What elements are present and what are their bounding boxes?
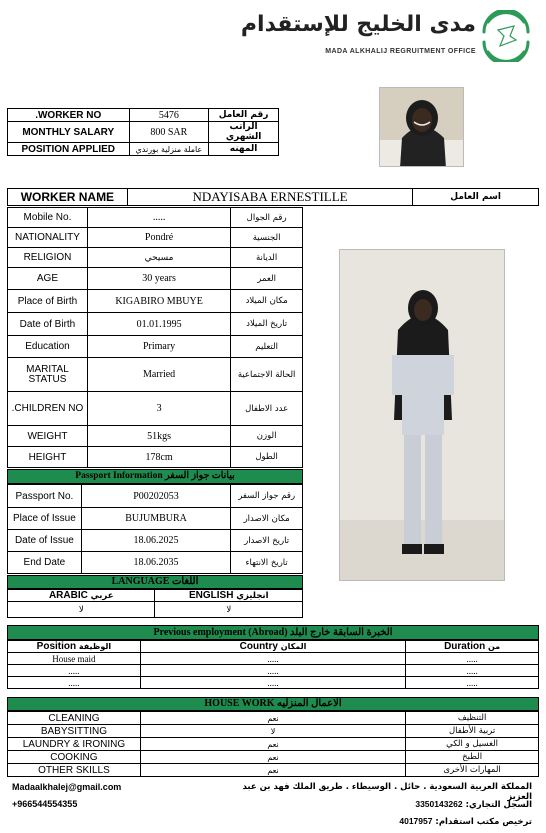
detail-row [8,268,303,290]
logo-arabic-text: مدى الخليج للإستقدام [240,12,476,37]
age-value: 30 years [87,268,230,290]
footer-license [332,816,532,827]
mobile-label: Mobile No. [8,208,88,228]
children-no-label: .CHILDREN NO [8,392,88,426]
table-row [8,751,539,764]
place-of-issue-label: Place of Issue [8,508,82,530]
employment-country: ..... [140,677,405,689]
marital-status-value: Married [87,358,230,392]
country-column-header [140,641,405,653]
employment-country: ..... [140,665,405,677]
duration-header-ar: من [487,642,501,651]
place-of-birth-label-ar: مكان الميلاد [231,290,303,313]
detail-row [8,248,303,268]
skill-label: COOKING [8,751,141,764]
position-applied-value: عاملة منزلية بورندي [129,143,209,156]
footer-email[interactable]: Madaalkhalej@gmail.com [12,782,122,792]
nationality-value: Pondré [87,228,230,248]
skill-value: نعم [140,712,405,725]
skill-value: نعم [140,738,405,751]
footer-phone: +966544554355 [12,799,78,809]
language-section-header: LANGUAGE اللغات [7,575,303,589]
passport-info-table [7,484,303,574]
monthly-salary-row [8,122,279,143]
place-of-issue-label-ar: مكان الاصدار [231,508,303,530]
skill-value: لا [140,725,405,738]
language-value-row [8,602,303,618]
position-header: Position [36,641,77,652]
duration-column-header [406,641,539,653]
age-label-ar: العمر [231,268,303,290]
table-row [8,677,539,689]
marital-status-label: MARITAL STATUS [8,358,88,392]
worker-portrait-photo [379,87,464,167]
passport-row [8,530,303,552]
personal-details-table [7,207,303,468]
worker-name-label: WORKER NAME [8,189,128,206]
arabic-language-header [8,590,155,602]
age-label: AGE [8,268,88,290]
education-value: Primary [87,336,230,358]
passport-row [8,508,303,530]
monthly-salary-label: MONTHLY SALARY [8,122,130,143]
employment-duration: ..... [406,653,539,665]
weight-value: 51kgs [87,426,230,447]
children-no-value: 3 [87,392,230,426]
place-of-birth-value: KIGABIRO MBUYE [87,290,230,313]
religion-label: RELIGION [8,248,88,268]
header [0,0,546,80]
worker-name-value: NDAYISABA ERNESTILLE [127,189,412,206]
worker-no-value: 5476 [129,109,209,122]
arabic-value: لا [8,602,155,618]
previous-employment-header-row [8,641,539,653]
detail-row [8,447,303,468]
passport-section-header: Passport Information بيانات جواز السفر [7,469,303,484]
english-label: ENGLISH [189,590,234,601]
worker-no-row [8,109,279,122]
license-label: ترخيص مكتب استقدام: [435,817,532,827]
cr-number: 3350143262 [415,799,463,809]
mobile-value: ..... [87,208,230,228]
english-label-ar: انجليزي [236,591,269,601]
language-header-row [8,590,303,602]
place-of-birth-label: Place of Birth [8,290,88,313]
skill-label: BABYSITTING [8,725,141,738]
country-header: Country [239,641,278,652]
skill-value: نعم [140,764,405,777]
table-row [8,712,539,725]
religion-label-ar: الديانة [231,248,303,268]
language-table [7,589,303,618]
children-no-label-ar: عدد الاطفال [231,392,303,426]
table-row [8,653,539,665]
nationality-label-ar: الجنسية [231,228,303,248]
skill-label-ar: التنظيف [406,712,539,725]
license-number: 4017957 [399,816,433,826]
footer-address: المملكة العربية السعودية . حائل . الوسيطاء . طريق الملك فهد بن عبد العزيز [242,782,532,802]
english-value: لا [155,602,303,618]
skill-label-ar: الطبخ [406,751,539,764]
position-applied-label-ar: المهنه [209,143,279,156]
previous-employment-section-header: Previous employment (Abroad) الخبرة السابقة خارج البلد [7,625,539,640]
english-language-header [155,590,303,602]
detail-row [8,228,303,248]
worker-name-label-ar: اسم العامل [413,189,539,206]
table-row [8,665,539,677]
weight-label: WEIGHT [8,426,88,447]
date-of-birth-value: 01.01.1995 [87,313,230,336]
logo-english-text: MADA ALKHALIJ REGRUITMENT OFFICE [325,48,476,55]
detail-row [8,313,303,336]
passport-no-label: Passport No. [8,485,82,508]
monthly-salary-label-ar: الراتب الشهري [209,122,279,143]
education-label-ar: التعليم [231,336,303,358]
end-date-value: 18.06.2035 [81,552,230,574]
employment-duration: ..... [406,665,539,677]
table-row [8,764,539,777]
marital-status-label-ar: الحالة الاجتماعية [231,358,303,392]
nationality-label: NATIONALITY [8,228,88,248]
position-column-header [8,641,141,653]
mobile-label-ar: رقم الجوال [231,208,303,228]
detail-row [8,358,303,392]
employment-position: ..... [8,665,141,677]
detail-row [8,392,303,426]
worker-no-label: .WORKER NO [8,109,130,122]
employment-duration: ..... [406,677,539,689]
skill-label-ar: المهارات الأخرى [406,764,539,777]
skill-label: LAUNDRY & IRONING [8,738,141,751]
detail-row [8,290,303,313]
employment-position: House maid [8,653,141,665]
footer-commercial-register [332,799,532,810]
passport-no-value: P00202053 [81,485,230,508]
arabic-label: ARABIC [48,590,88,601]
house-work-section-header: HOUSE WORK الاعمال المنزليه [7,697,539,711]
skill-label-ar: الغسيل و الكي [406,738,539,751]
worker-summary-table [7,108,279,156]
height-label-ar: الطول [231,447,303,468]
date-of-birth-label-ar: تاريخ الميلاد [231,313,303,336]
place-of-issue-value: BUJUMBURA [81,508,230,530]
passport-row [8,552,303,574]
table-row [8,725,539,738]
height-label: HEIGHT [8,447,88,468]
employment-country: ..... [140,653,405,665]
detail-row [8,208,303,228]
cr-label: السجل التجاري: [465,800,532,810]
height-value: 178cm [87,447,230,468]
position-applied-label: POSITION APPLIED [8,143,130,156]
country-header-ar: المكان [280,642,307,651]
date-of-birth-label: Date of Birth [8,313,88,336]
position-header-ar: الوظيفة [78,642,112,651]
worker-no-label-ar: رقم العامل [209,109,279,122]
house-work-table [7,711,539,777]
date-of-issue-label: Date of Issue [8,530,82,552]
date-of-issue-label-ar: تاريخ الاصدار [231,530,303,552]
skill-label: OTHER SKILLS [8,764,141,777]
company-logo-icon [480,10,532,62]
arabic-label-ar: عربي [90,591,114,601]
end-date-label: End Date [8,552,82,574]
duration-header: Duration [444,641,486,652]
weight-label-ar: الوزن [231,426,303,447]
religion-value: مسيحي [87,248,230,268]
employment-position: ..... [8,677,141,689]
detail-row [8,336,303,358]
education-label: Education [8,336,88,358]
worker-name-table [7,188,539,206]
passport-no-label-ar: رقم جواز السفر [231,485,303,508]
table-row [8,738,539,751]
position-applied-row [8,143,279,156]
passport-row [8,485,303,508]
worker-full-body-photo [339,249,505,581]
end-date-label-ar: تاريخ الانتهاء [231,552,303,574]
date-of-issue-value: 18.06.2025 [81,530,230,552]
previous-employment-table [7,640,539,689]
skill-value: نعم [140,751,405,764]
monthly-salary-value: 800 SAR [129,122,209,143]
skill-label-ar: تربية الأطفال [406,725,539,738]
skill-label: CLEANING [8,712,141,725]
detail-row [8,426,303,447]
